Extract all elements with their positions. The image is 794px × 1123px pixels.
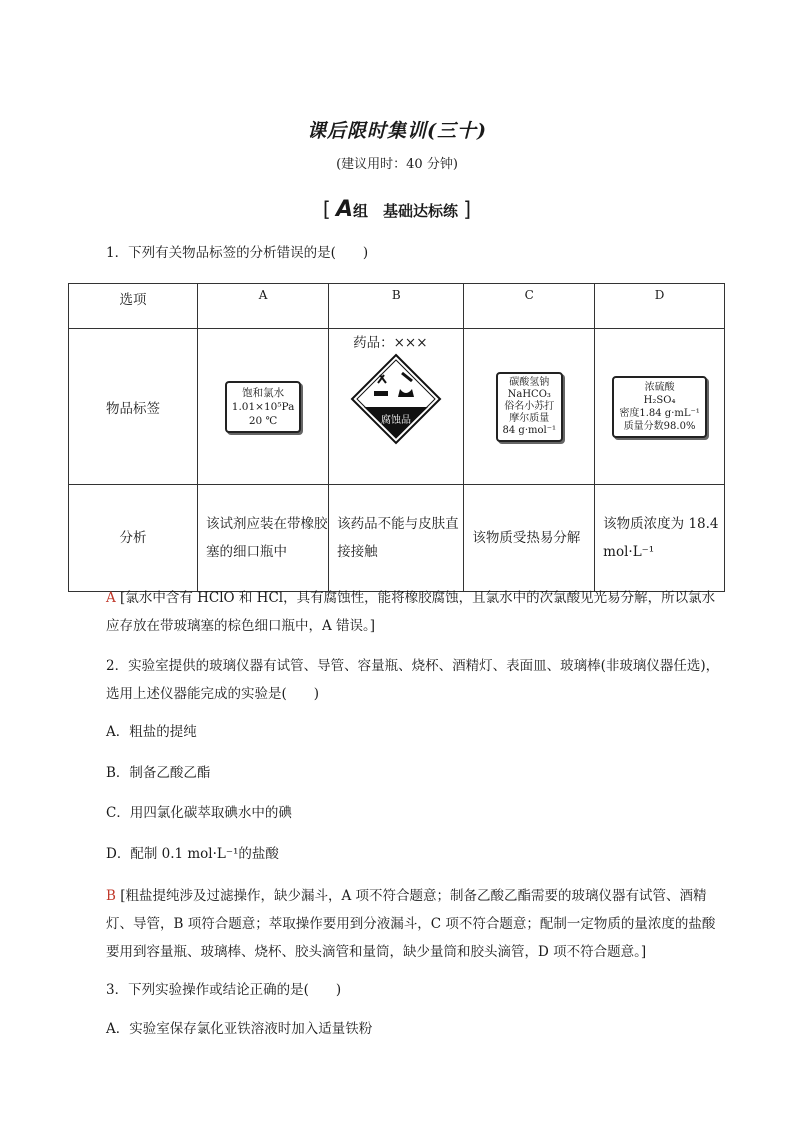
label-line: NaHCO₃ — [507, 388, 551, 400]
reagent-label-d — [612, 376, 706, 438]
table-header-cell: A — [198, 284, 329, 329]
label-cell-b — [329, 329, 464, 485]
label-cell-a — [198, 329, 329, 485]
q1-stem: 1．下列有关物品标签的分析错误的是( ) — [106, 245, 369, 261]
group-bracket-right: ] — [463, 197, 472, 221]
label-line: 20 ℃ — [248, 414, 278, 427]
label-line: 摩尔质量 — [509, 412, 550, 424]
reagent-label-a — [225, 381, 302, 433]
page-title: 课后限时集训(三十) — [307, 120, 487, 142]
label-line: 饱和氯水 — [242, 386, 285, 399]
table-header-row — [69, 284, 725, 329]
table-header-cell: 选项 — [69, 284, 198, 329]
analysis-cell: 该试剂应装在带橡胶塞的细口瓶中 — [198, 485, 329, 592]
label-line: 浓硫酸 — [644, 381, 675, 393]
q3-stem: 3．下列实验操作或结论正确的是( ) — [106, 982, 342, 998]
label-line: 密度1.84 g·mL⁻¹ — [619, 407, 700, 419]
group-label: 组 基础达标练 — [353, 202, 459, 220]
table-header-cell: D — [595, 284, 725, 329]
label-line: H₂SO₄ — [643, 394, 676, 406]
label-line: 质量分数98.0% — [623, 420, 696, 432]
page-subtitle: (建议用时：40 分钟) — [336, 157, 458, 172]
q1-table — [68, 283, 725, 592]
q3-option: A．实验室保存氯化亚铁溶液时加入适量铁粉 — [106, 1021, 373, 1037]
label-b-text: 药品：××× — [353, 335, 428, 351]
q2-option: D．配制 0.1 mol·L⁻¹的盐酸 — [106, 846, 279, 862]
q1-answer — [106, 584, 722, 640]
corrosive-hazard-icon — [350, 353, 442, 445]
label-line: 1.01×10⁵Pa — [231, 400, 295, 413]
label-line: 俗名小苏打 — [504, 400, 555, 412]
q2-option: B．制备乙酸乙酯 — [106, 765, 211, 781]
label-line: 84 g·mol⁻¹ — [502, 424, 557, 436]
table-header-cell: B — [329, 284, 464, 329]
analysis-cell: 该药品不能与皮肤直接接触 — [329, 485, 464, 592]
answer-letter: B — [106, 888, 116, 904]
q2-answer — [106, 882, 722, 966]
group-heading — [0, 197, 794, 222]
row-title: 物品标签 — [69, 329, 198, 485]
table-analysis-row — [69, 485, 725, 592]
table-label-row — [69, 329, 725, 485]
answer-explanation: [粗盐提纯涉及过滤操作，缺少漏斗，A 项不符合题意；制备乙酸乙酯需要的玻璃仪器有试管、酒精灯、导管，B 项符合题意；萃取操作要用到分液漏斗，C 项不符合题意；配制一定物质的量浓度的盐酸要用到容量瓶、玻璃棒、烧杯、胶头滴管和量筒，缺少量筒和胶头滴管，D 项不符合题意。] — [106, 888, 716, 960]
reagent-label-c — [496, 372, 563, 442]
label-line: 碳酸氢钠 — [509, 376, 550, 388]
group-bracket-left: [ — [322, 197, 331, 221]
label-cell-d — [595, 329, 725, 485]
table-header-cell: C — [464, 284, 595, 329]
analysis-cell: 该物质受热易分解 — [464, 485, 595, 592]
q2-option: C．用四氯化碳萃取碘水中的碘 — [106, 805, 292, 821]
label-cell-c — [464, 329, 595, 485]
group-letter: A — [335, 197, 353, 222]
q2-option: A．粗盐的提纯 — [106, 724, 197, 740]
q2-stem: 2．实验室提供的玻璃仪器有试管、导管、容量瓶、烧杯、酒精灯、表面皿、玻璃棒(非玻璃仪器任选)，选用上述仪器能完成的实验是( ) — [106, 658, 720, 702]
analysis-cell: 该物质浓度为 18.4 mol·L⁻¹ — [595, 485, 725, 592]
answer-explanation: [氯水中含有 HClO 和 HCl，具有腐蚀性，能将橡胶腐蚀，且氯水中的次氯酸见光易分解，所以氯水应存放在带玻璃塞的棕色细口瓶中，A 错误。] — [106, 590, 716, 634]
hazard-sign-text: 腐蚀品 — [381, 415, 412, 426]
answer-letter: A — [106, 590, 116, 606]
row-title: 分析 — [69, 485, 198, 592]
